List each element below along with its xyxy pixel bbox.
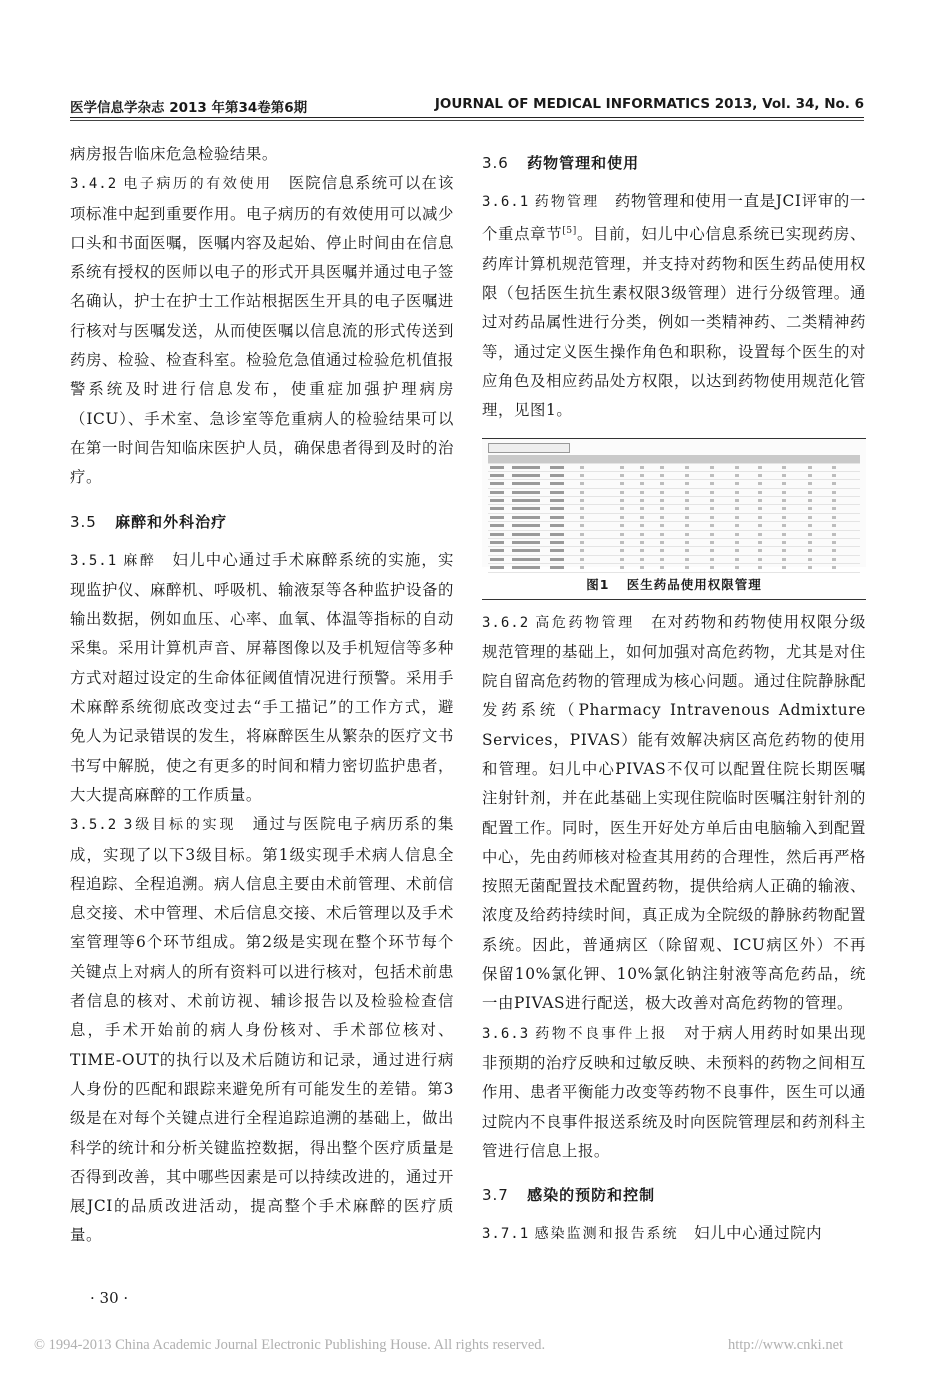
left-column: [70, 140, 454, 1251]
figure-cell-mark: [735, 482, 739, 485]
figure-number: 图1: [586, 576, 610, 592]
figure-cell-mark: [710, 524, 714, 527]
running-header: [70, 96, 864, 116]
figure-cell-mark: [580, 533, 584, 536]
figure-title: 医生药品使用权限管理: [626, 576, 762, 592]
right-column: [482, 140, 866, 1249]
figure-cell-mark: [490, 466, 504, 469]
figure-cell-mark: [640, 474, 644, 477]
figure-cell-mark: [512, 541, 526, 544]
section-subtitle: 电子病历的有效使用: [123, 176, 273, 193]
figure-cell-mark: [832, 474, 836, 477]
figure-cell-mark: [735, 516, 739, 519]
heading-title: 麻醉和外科治疗: [115, 512, 228, 531]
figure-cell-mark: [620, 533, 624, 536]
figure-cell-mark: [710, 541, 714, 544]
figure-cell-mark: [758, 516, 762, 519]
figure-cell-mark: [550, 499, 564, 502]
figure-cell-mark: [640, 499, 644, 502]
section-number: 3.4.2: [70, 176, 118, 193]
section-3-5-1: [70, 546, 454, 811]
figure-cell-mark: [640, 558, 644, 561]
figure-cell-mark: [710, 499, 714, 502]
section-body: 医院信息系统可以在该项标准中起到重要作用。电子病历的有效使用可以减少口头和书面医嘱，医嘱内容及起始、停止时间由在信息系统有授权的医师以电子的形式开具医嘱并通过电子签名确认，护士在护士工作站根据医生开具的电子医嘱进行核对与医嘱发送，从而使医嘱以信息流的形式传送到药房、检验、检查科室。检验危急值通过检验危机值报警系统及时进行信息发布，使重症加强护理病房（ICU）、手术室、急诊室等危重病人的检验结果可以在第一时间告知临床医护人员，确保患者得到及时的治疗。: [70, 174, 454, 487]
figure-cell-mark: [685, 558, 689, 561]
figure-cell-mark: [832, 482, 836, 485]
figure-cell-mark: [758, 466, 762, 469]
figure-cell-mark: [580, 549, 584, 552]
figure-table-row: [488, 464, 860, 472]
figure-cell-mark: [735, 566, 739, 569]
figure-cell-mark: [685, 491, 689, 494]
figure-cell-mark: [640, 524, 644, 527]
section-body: 在对药物和药物使用权限分级规范管理的基础上，如何加强对高危药物，尤其是对住院自留高危药物的管理成为核心问题。通过住院静脉配发药系统（Pharmacy Intravenous Admixture Services，PIVAS）能有效解决病区高危药物的使用和管理。妇儿中心PIVAS不仅可以配置住院长期医嘱注射针剂，并在此基础上实现住院临时医嘱注射针剂的配置工作。同时，医生开好处方单后由电脑输入到配置中心，先由药师核对检查其用药的合理性，然后再严格按照无菌配置技术配置药物，提供给病人正确的输液、浓度及给药持续时间，真正成为全院级的静脉药物配置系统。因此，普通病区（除留观、ICU病区外）不再保留10%氯化钾、10%氯化钠注射液等高危药品，统一由PIVAS进行配送，极大改善对高危药物的管理。: [482, 612, 866, 1013]
figure-rule: [482, 599, 866, 600]
figure-cell-mark: [490, 533, 504, 536]
figure-cell-mark: [640, 541, 644, 544]
figure-cell-mark: [660, 558, 664, 561]
header-rule-thin: [70, 120, 864, 121]
section-3-4-2: [70, 169, 454, 492]
figure-cell-mark: [620, 482, 624, 485]
section-subtitle: 药物不良事件上报: [535, 1025, 669, 1042]
figure-cell-mark: [832, 541, 836, 544]
figure-cell-mark: [782, 566, 786, 569]
copyright-text: © 1994-2013 China Academic Journal Electronic Publishing House. All rights reserved.: [34, 1337, 546, 1353]
figure-cell-mark: [512, 516, 526, 519]
figure-cell-mark: [550, 549, 564, 552]
figure-cell-mark: [758, 499, 762, 502]
figure-cell-mark: [526, 524, 540, 527]
figure-cell-mark: [620, 507, 624, 510]
figure-cell-mark: [808, 558, 812, 561]
figure-cell-mark: [550, 558, 564, 561]
figure-cell-mark: [490, 524, 504, 527]
figure-cell-mark: [660, 491, 664, 494]
figure-cell-mark: [640, 533, 644, 536]
figure-cell-mark: [580, 507, 584, 510]
figure-cell-mark: [660, 541, 664, 544]
figure-cell-mark: [685, 507, 689, 510]
figure-cell-mark: [832, 491, 836, 494]
section-subtitle: 3级目标的实现: [123, 817, 237, 834]
figure-cell-mark: [512, 499, 526, 502]
section-subtitle: 感染监测和报告系统: [534, 1226, 679, 1243]
figure-cell-mark: [685, 499, 689, 502]
figure-table-row: [488, 539, 860, 547]
figure-cell-mark: [526, 516, 540, 519]
figure-cell-mark: [808, 533, 812, 536]
heading-title: 感染的预防和控制: [527, 1186, 656, 1205]
figure-cell-mark: [710, 474, 714, 477]
figure-cell-mark: [640, 549, 644, 552]
section-subtitle: 麻醉: [123, 552, 157, 569]
figure-cell-mark: [782, 482, 786, 485]
section-body: 妇儿中心通过手术麻醉系统的实施，实现监护仪、麻醉机、呼吸机、输液泵等各种监护设备的输出数据，例如血压、心率、血氧、体温等指标的自动采集。采用计算机声音、屏幕图像以及手机短信等多种方式对超过设定的生命体征阈值情况进行预警。采用手术麻醉系统彻底改变过去“手工描记”的工作方式，避免人为记录错误的发生，将麻醉医生从繁杂的医疗文书书写中解脱，使之有更多的时间和精力密切监护患者，大大提高麻醉的工作质量。: [70, 550, 454, 804]
figure-cell-mark: [735, 491, 739, 494]
section-3-7-1: [482, 1219, 866, 1249]
heading-3-5: [70, 511, 454, 532]
figure-cell-mark: [832, 549, 836, 552]
figure-cell-mark: [685, 516, 689, 519]
figure-cell-mark: [550, 507, 564, 510]
figure-cell-mark: [640, 482, 644, 485]
figure-cell-mark: [710, 566, 714, 569]
figure-cell-mark: [832, 499, 836, 502]
figure-cell-mark: [660, 466, 664, 469]
figure-cell-mark: [758, 524, 762, 527]
figure-cell-mark: [685, 541, 689, 544]
figure-cell-mark: [640, 566, 644, 569]
figure-cell-mark: [782, 533, 786, 536]
figure-cell-mark: [758, 507, 762, 510]
figure-cell-mark: [490, 507, 504, 510]
figure-cell-mark: [550, 524, 564, 527]
figure-cell-mark: [685, 482, 689, 485]
heading-title: 药物管理和使用: [527, 154, 640, 172]
section-3-6-2: [482, 608, 866, 1019]
figure-cell-mark: [758, 566, 762, 569]
section-number: 3.6.3: [482, 1025, 530, 1042]
figure-cell-mark: [782, 541, 786, 544]
figure-cell-mark: [782, 474, 786, 477]
figure-cell-mark: [660, 499, 664, 502]
section-body-cont: 。目前，妇儿中心信息系统已实现药房、药库计算机规范管理，并支持对药物和医生药品使用权限（包括医生抗生素权限3级管理）进行分级管理。通过对药品属性进行分类，例如一类精神药、二类精神药等，通过定义医生操作角色和职称，设置每个医生的对应角色及相应药品处方权限，以达到药物使用规范化管理，见图1。: [482, 225, 866, 420]
figure-cell-mark: [808, 466, 812, 469]
section-number: 3.5.2: [70, 817, 118, 834]
figure-cell-mark: [660, 507, 664, 510]
figure-cell-mark: [832, 507, 836, 510]
figure-table-header: [488, 455, 860, 464]
figure-cell-mark: [660, 566, 664, 569]
figure-cell-mark: [620, 474, 624, 477]
figure-cell-mark: [735, 549, 739, 552]
figure-cell-mark: [685, 549, 689, 552]
figure-cell-mark: [640, 466, 644, 469]
section-number: 3.6.1: [482, 194, 530, 210]
figure-cell-mark: [512, 466, 526, 469]
permission-table-image: [488, 455, 860, 561]
figure-cell-mark: [490, 541, 504, 544]
figure-cell-mark: [512, 524, 526, 527]
heading-number: 3.5: [70, 512, 97, 531]
heading-3-6: [482, 152, 866, 173]
figure-cell-mark: [580, 516, 584, 519]
figure-cell-mark: [832, 466, 836, 469]
figure-cell-mark: [782, 499, 786, 502]
figure-cell-mark: [758, 474, 762, 477]
figure-cell-mark: [580, 499, 584, 502]
figure-cell-mark: [526, 533, 540, 536]
figure-cell-mark: [512, 474, 526, 477]
figure-cell-mark: [782, 466, 786, 469]
figure-cell-mark: [640, 507, 644, 510]
figure-cell-mark: [580, 524, 584, 527]
figure-table-row: [488, 472, 860, 480]
figure-cell-mark: [710, 558, 714, 561]
figure-cell-mark: [782, 524, 786, 527]
figure-cell-mark: [832, 558, 836, 561]
figure-cell-mark: [526, 491, 540, 494]
figure-table-row: [488, 531, 860, 539]
figure-cell-mark: [512, 549, 526, 552]
section-subtitle: 高危药物管理: [535, 614, 635, 631]
figure-cell-mark: [735, 558, 739, 561]
figure-cell-mark: [685, 466, 689, 469]
figure-cell-mark: [808, 549, 812, 552]
figure-cell-mark: [620, 516, 624, 519]
figure-cell-mark: [580, 482, 584, 485]
figure-cell-mark: [685, 566, 689, 569]
figure-cell-mark: [660, 482, 664, 485]
figure-cell-mark: [580, 466, 584, 469]
figure-cell-mark: [512, 533, 526, 536]
section-number: 3.6.2: [482, 614, 530, 631]
figure-cell-mark: [526, 558, 540, 561]
figure-cell-mark: [550, 466, 564, 469]
figure-cell-mark: [526, 507, 540, 510]
figure-cell-mark: [550, 482, 564, 485]
section-body: 通过与医院电子病历系的集成，实现了以下3级目标。第1级实现手术病人信息全程追踪、全程追溯。病人信息主要由术前管理、术前信息交接、术中管理、术后信息交接、术后管理以及手术室管理等6个环节组成。第2级是实现在整个环节每个关键点上对病人的所有资料可以进行核对，包括术前患者信息的核对、术前访视、辅诊报告以及检验检查信息，手术开始前的病人身份核对、手术部位核对、TIME-OUT的执行以及术后随访和记录，通过进行病人身份的匹配和跟踪来避免所有可能发生的差错。第3级是在对每个关键点进行全程追踪追溯的基础上，做出科学的统计和分析关键监控数据，得出整个医疗质量是否得到改善，其中哪些因素是可以持续改进的，通过开展JCI的品质改进活动，提高整个手术麻醉的医疗质量。: [70, 815, 455, 1245]
figure-cell-mark: [580, 474, 584, 477]
figure-cell-mark: [526, 482, 540, 485]
figure-cell-mark: [526, 541, 540, 544]
figure-cell-mark: [580, 558, 584, 561]
copyright-footer: [34, 1337, 844, 1354]
figure-cell-mark: [782, 549, 786, 552]
figure-cell-mark: [782, 558, 786, 561]
figure-cell-mark: [758, 533, 762, 536]
figure-cell-mark: [808, 507, 812, 510]
figure-table-row: [488, 497, 860, 505]
figure-cell-mark: [782, 491, 786, 494]
figure-table-row: [488, 556, 860, 564]
figure-cell-mark: [710, 491, 714, 494]
figure-cell-mark: [580, 491, 584, 494]
figure-cell-mark: [490, 474, 504, 477]
figure-cell-mark: [735, 499, 739, 502]
section-number: 3.5.1: [70, 552, 118, 569]
figure-cell-mark: [620, 499, 624, 502]
figure-cell-mark: [490, 491, 504, 494]
figure-cell-mark: [808, 541, 812, 544]
figure-cell-mark: [808, 524, 812, 527]
figure-cell-mark: [580, 541, 584, 544]
section-3-6-3: [482, 1019, 866, 1166]
figure-cell-mark: [620, 549, 624, 552]
figure-cell-mark: [512, 566, 526, 569]
figure-cell-mark: [580, 566, 584, 569]
figure-cell-mark: [526, 499, 540, 502]
figure-cell-mark: [620, 491, 624, 494]
figure-cell-mark: [808, 566, 812, 569]
figure-table-row: [488, 547, 860, 555]
figure-cell-mark: [735, 466, 739, 469]
citation-ref: [5]: [562, 226, 577, 237]
figure-cell-mark: [550, 533, 564, 536]
figure-cell-mark: [735, 541, 739, 544]
section-3-6-1: [482, 187, 866, 426]
section-number: 3.7.1: [482, 1226, 530, 1243]
figure-cell-mark: [710, 507, 714, 510]
figure-cell-mark: [808, 474, 812, 477]
figure-cell-mark: [710, 533, 714, 536]
figure-1: [482, 438, 866, 600]
heading-number: 3.7: [482, 1186, 509, 1205]
figure-cell-mark: [832, 524, 836, 527]
figure-cell-mark: [735, 533, 739, 536]
figure-cell-mark: [620, 466, 624, 469]
figure-screenshot: [482, 438, 866, 567]
figure-cell-mark: [782, 516, 786, 519]
page-number: · 30 ·: [90, 1289, 129, 1307]
figure-cell-mark: [526, 549, 540, 552]
figure-cell-mark: [758, 558, 762, 561]
figure-cell-mark: [490, 549, 504, 552]
figure-cell-mark: [758, 541, 762, 544]
figure-cell-mark: [758, 549, 762, 552]
figure-cell-mark: [490, 558, 504, 561]
figure-cell-mark: [832, 566, 836, 569]
figure-cell-mark: [685, 524, 689, 527]
figure-cell-mark: [512, 558, 526, 561]
figure-cell-mark: [620, 566, 624, 569]
figure-cell-mark: [808, 482, 812, 485]
figure-cell-mark: [550, 474, 564, 477]
figure-cell-mark: [550, 541, 564, 544]
figure-cell-mark: [490, 516, 504, 519]
figure-cell-mark: [640, 491, 644, 494]
figure-cell-mark: [710, 466, 714, 469]
figure-cell-mark: [620, 524, 624, 527]
figure-cell-mark: [735, 474, 739, 477]
figure-cell-mark: [808, 491, 812, 494]
figure-cell-mark: [758, 482, 762, 485]
figure-table-row: [488, 489, 860, 497]
figure-cell-mark: [660, 474, 664, 477]
figure-cell-mark: [660, 549, 664, 552]
header-rule: [70, 117, 864, 118]
figure-cell-mark: [550, 566, 564, 569]
figure-cell-mark: [660, 524, 664, 527]
figure-cell-mark: [758, 491, 762, 494]
figure-cell-mark: [660, 516, 664, 519]
figure-cell-mark: [685, 533, 689, 536]
figure-cell-mark: [620, 541, 624, 544]
figure-cell-mark: [550, 491, 564, 494]
figure-cell-mark: [660, 533, 664, 536]
figure-cell-mark: [808, 516, 812, 519]
figure-cell-mark: [526, 566, 540, 569]
section-3-5-2: [70, 810, 454, 1250]
figure-cell-mark: [710, 482, 714, 485]
figure-cell-mark: [735, 524, 739, 527]
heading-number: 3.6: [482, 154, 509, 172]
figure-cell-mark: [808, 499, 812, 502]
figure-table-row: [488, 514, 860, 522]
heading-3-7: [482, 1184, 866, 1205]
figure-cell-mark: [490, 566, 504, 569]
paragraph-critical-results: 病房报告临床危急检验结果。: [70, 145, 278, 163]
figure-cell-mark: [550, 516, 564, 519]
figure-cell-mark: [490, 499, 504, 502]
section-body: 对于病人用药时如果出现非预期的治疗反映和过敏反映、未预料的药物之间相互作用、患者平衡能力改变等药物不良事件，医生可以通过院内不良事件报送系统及时向医院管理层和药剂科主管进行信息上报。: [482, 1023, 866, 1160]
figure-cell-mark: [832, 533, 836, 536]
figure-table-row: [488, 522, 860, 530]
figure-table-row: [488, 564, 860, 572]
figure-cell-mark: [710, 549, 714, 552]
figure-caption: [482, 575, 866, 593]
figure-cell-mark: [490, 482, 504, 485]
figure-cell-mark: [526, 466, 540, 469]
figure-cell-mark: [735, 507, 739, 510]
figure-cell-mark: [620, 558, 624, 561]
figure-table-row: [488, 480, 860, 488]
figure-cell-mark: [512, 482, 526, 485]
figure-cell-mark: [512, 491, 526, 494]
figure-cell-mark: [512, 507, 526, 510]
section-subtitle: 药物管理: [534, 194, 600, 210]
section-body: 妇儿中心通过院内: [694, 1224, 823, 1243]
figure-cell-mark: [685, 474, 689, 477]
section-body: 药物管理和使用一直是JCI评审的一个重点章节: [482, 192, 867, 244]
figure-cell-mark: [526, 474, 540, 477]
figure-cell-mark: [782, 507, 786, 510]
journal-title-cn: 医学信息学杂志 2013 年第34卷第6期: [70, 100, 308, 116]
journal-title-en: JOURNAL OF MEDICAL INFORMATICS 2013, Vol. 34, No. 6: [434, 96, 864, 112]
copyright-url: http://www.cnki.net: [728, 1337, 844, 1353]
figure-table-row: [488, 505, 860, 513]
figure-cell-mark: [832, 516, 836, 519]
figure-cell-mark: [710, 516, 714, 519]
figure-tab-strip: [488, 443, 570, 453]
figure-cell-mark: [640, 516, 644, 519]
